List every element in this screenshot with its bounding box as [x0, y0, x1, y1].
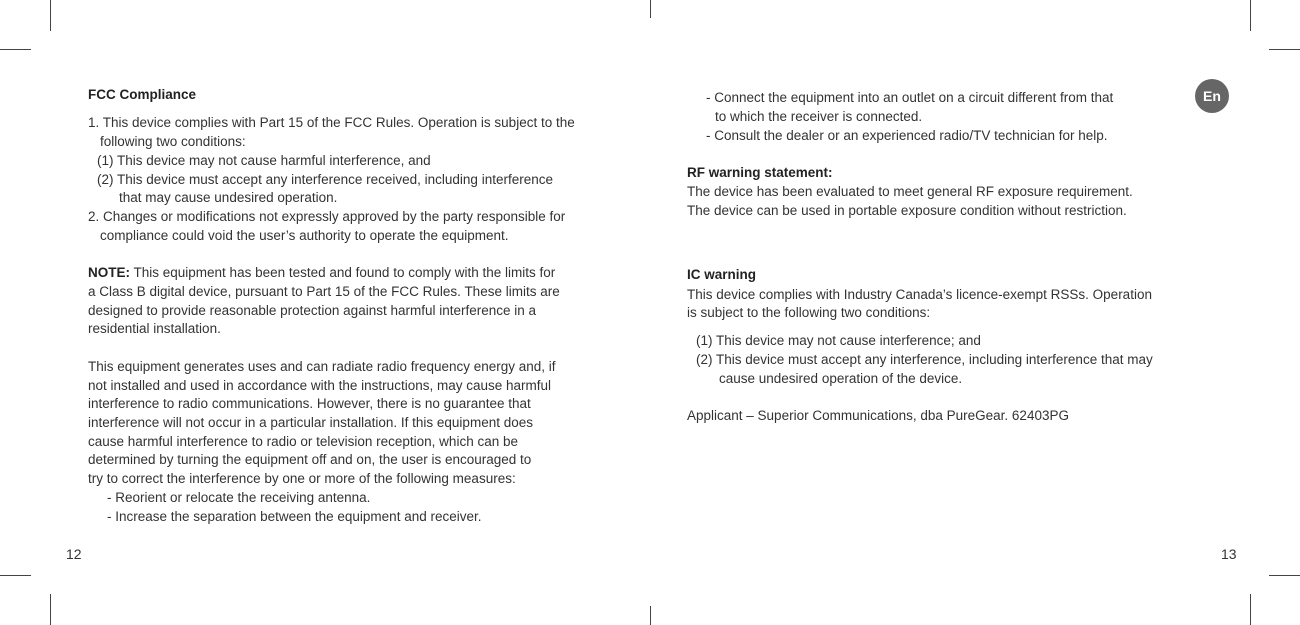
page-number-left: 12	[66, 546, 82, 562]
crop-mark	[650, 606, 651, 625]
crop-mark	[1269, 575, 1300, 576]
crop-mark	[1269, 49, 1300, 50]
crop-mark	[50, 0, 51, 31]
applicant-line: Applicant – Superior Communications, dba PureGear. 62403PG	[687, 408, 1069, 423]
page-number-right: 13	[1221, 546, 1237, 562]
ic-line-2: is subject to the following two conditions:	[687, 305, 931, 320]
paragraph-line: determined by turning the equipment off and on, the user is encouraged to	[88, 452, 532, 467]
note-line-2: a Class B digital device, pursuant to Part 15 of the FCC Rules. These limits are	[88, 284, 560, 299]
measure-2: - Increase the separation between the equipment and receiver.	[107, 509, 482, 524]
rf-line-2: The device can be used in portable exposure condition without restriction.	[687, 203, 1127, 218]
paragraph-line: cause harmful interference to radio or television reception, which can be	[88, 434, 518, 449]
crop-mark	[650, 0, 651, 18]
crop-mark	[50, 594, 51, 625]
note-line-4: residential installation.	[88, 321, 221, 336]
paragraph-line: interference to radio communications. However, there is no guarantee that	[88, 396, 531, 411]
crop-mark	[0, 49, 31, 50]
measure-4: - Consult the dealer or an experienced radio/TV technician for help.	[706, 128, 1108, 143]
language-badge: En	[1195, 79, 1229, 113]
ic-heading: IC warning	[687, 267, 757, 282]
ic-condition-1: (1) This device may not cause interference; and	[696, 333, 981, 348]
paragraph-line: This equipment generates uses and can radiate radio frequency energy and, if	[88, 359, 556, 374]
fcc-item-2-cont: compliance could void the user’s authority to operate the equipment.	[100, 228, 509, 243]
measure-1: - Reorient or relocate the receiving antenna.	[107, 490, 371, 505]
note-line-3: designed to provide reasonable protection against harmful interference in a	[88, 303, 537, 318]
fcc-heading: FCC Compliance	[88, 87, 197, 102]
fcc-condition-1: (1) This device may not cause harmful interference, and	[97, 153, 431, 168]
measure-3: - Connect the equipment into an outlet on a circuit different from that	[706, 90, 1114, 105]
note-label: NOTE:	[88, 265, 130, 280]
paragraph-line: not installed and used in accordance with the instructions, may cause harmful	[88, 378, 552, 393]
paragraph-line: try to correct the interference by one or more of the following measures:	[88, 471, 516, 486]
ic-condition-2: (2) This device must accept any interference, including interference that may	[696, 352, 1153, 367]
fcc-item-2: 2. Changes or modifications not expressly approved by the party responsible for	[88, 209, 566, 224]
note-line-1	[88, 264, 555, 282]
measure-3-cont: to which the receiver is connected.	[715, 109, 923, 124]
paragraph-line: interference will not occur in a particular installation. If this equipment does	[88, 415, 533, 430]
rf-line-1: The device has been evaluated to meet general RF exposure requirement.	[687, 184, 1133, 199]
fcc-condition-2-cont: that may cause undesired operation.	[119, 190, 338, 205]
fcc-condition-2: (2) This device must accept any interference received, including interference	[97, 172, 553, 187]
fcc-item-1: 1. This device complies with Part 15 of the FCC Rules. Operation is subject to the	[88, 115, 575, 130]
ic-line-1: This device complies with Industry Canada’s licence-exempt RSSs. Operation	[687, 287, 1152, 302]
rf-heading: RF warning statement:	[687, 165, 833, 180]
note-text: This equipment has been tested and found to comply with the limits for	[130, 265, 556, 280]
ic-condition-2-cont: cause undesired operation of the device.	[719, 371, 963, 386]
crop-mark	[1250, 0, 1251, 31]
fcc-item-1-cont: following two conditions:	[100, 134, 246, 149]
crop-mark	[1250, 594, 1251, 625]
crop-mark	[0, 575, 31, 576]
